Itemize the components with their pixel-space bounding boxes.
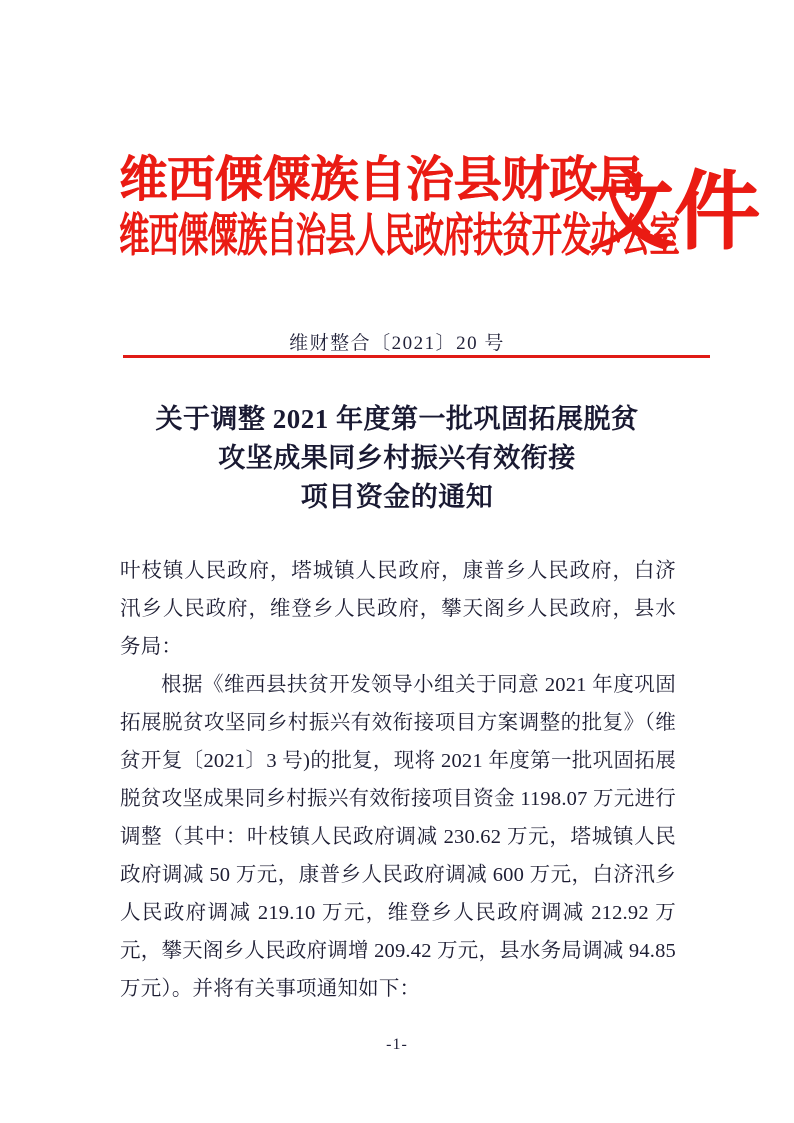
masthead-org-line-2: 维西傈僳族自治县人民政府扶贫开发办公室 bbox=[119, 210, 680, 261]
document-number: 维财整合〔2021〕20 号 bbox=[289, 333, 505, 354]
page-title-line-2: 攻坚成果同乡村振兴有效衔接 bbox=[218, 443, 576, 473]
masthead bbox=[0, 152, 794, 302]
red-separator-rule bbox=[123, 355, 710, 358]
page-title bbox=[117, 400, 677, 517]
page-title-line-3: 项目资金的通知 bbox=[300, 482, 494, 512]
document-body bbox=[120, 552, 676, 1008]
page-title-line-1: 关于调整 2021 年度第一批巩固拓展脱贫 bbox=[155, 404, 639, 434]
body-recipients: 叶枝镇人民政府，塔城镇人民政府，康普乡人民政府，白济汛乡人民政府，维登乡人民政府，攀天阁乡人民政府，县水务局： bbox=[120, 560, 676, 658]
masthead-document-word: 文件 bbox=[588, 164, 760, 260]
masthead-org-line-1: 维西傈僳族自治县财政局 bbox=[119, 152, 645, 207]
page-number: -1- bbox=[386, 1036, 408, 1053]
body-paragraph-1: 根据《维西县扶贫开发领导小组关于同意 2021 年度巩固拓展脱贫攻坚同乡村振兴有效衔接项目方案调整的批复》（维贫开复〔2021〕3 号)的批复，现将 2021 年度第一批巩固拓展脱贫攻坚成果同乡村振兴有效衔接项目资金 1198.07 万元进行调整（其中：叶枝镇人民政府调减 230.62 万元，塔城镇人民政府调减 50 万元，康普乡人民政府调减 600 万元，白济汛乡人民政府调减 219.10 万元，维登乡人民政府调减 212.92 万元，攀天阁乡人民政府调增 209.42 万元，县水务局调减 94.85 万元）。并将有关事项通知如下： bbox=[120, 674, 676, 1000]
